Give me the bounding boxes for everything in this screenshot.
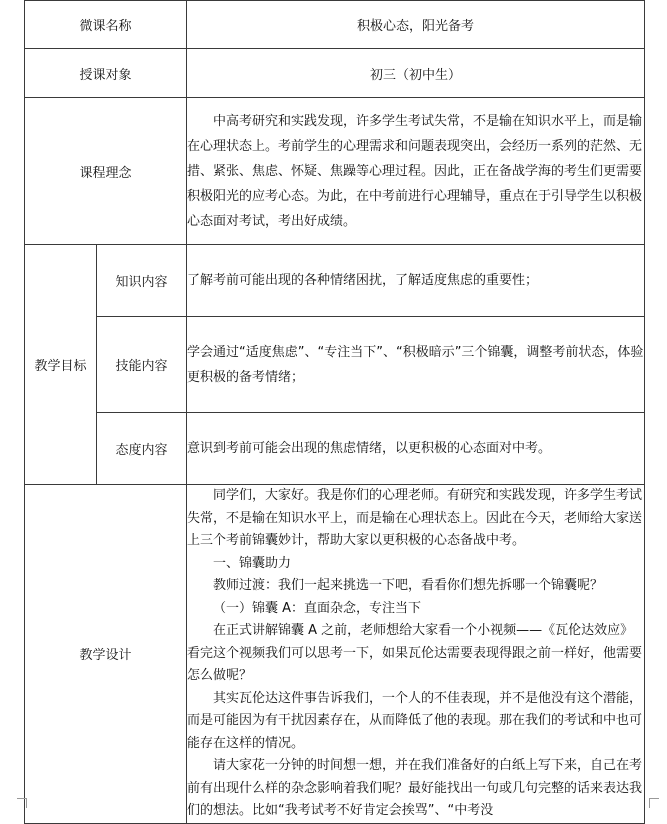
audience-value: 初三（初中生）	[187, 49, 645, 98]
row-audience	[25, 49, 645, 98]
design-paragraph: 请大家花一分钟的时间想一想，并在我们准备好的白纸上写下来，自己在考前有出现什么样的杂念影响着我们呢？最好能找出一句或几句完整的话来表达我们的想法。比如“我考试考不好肯定会挨骂”、“中考没	[187, 758, 643, 818]
audience-label: 授课对象	[25, 49, 187, 98]
lesson-plan-table	[24, 0, 645, 824]
design-paragraph: 其实瓦伦达这件事告诉我们，一个人的不佳表现，并不是他没有这个潜能，而是可能因为有干扰因素存在，从而降低了他的表现。那在我们的考试和中也可能存在这样的情况。	[187, 690, 643, 751]
design-content	[187, 485, 645, 824]
knowledge-label: 知识内容	[97, 245, 187, 317]
page-corner-mark-left	[17, 798, 27, 808]
design-paragraph: 教师过渡：我们一起来挑选一下吧，看看你们想先拆哪一个锦囊呢？	[213, 578, 604, 593]
design-subheading: （一）锦囊 A：直面杂念，专注当下	[213, 600, 422, 616]
attitude-text: 意识到考前可能会出现的焦虑情绪，以更积极的心态面对中考。	[187, 413, 645, 485]
goals-label: 教学目标	[25, 245, 97, 485]
knowledge-text: 了解考前可能出现的各种情绪困扰，了解适度焦虑的重要性；	[187, 245, 645, 317]
course-name-label: 微课名称	[25, 1, 187, 49]
attitude-label: 态度内容	[97, 413, 187, 485]
design-label: 教学设计	[25, 485, 187, 824]
page-corner-mark-right	[649, 798, 659, 808]
philosophy-text: 中高考研究和实践发现，许多学生考试失常，不是输在知识水平上，而是输在心理状态上。考前学生的心理需求和问题表现突出，会经历一系列的茫然、无措、紧张、焦虑、怀疑、焦躁等心理过程。因此，正在备战学海的考生们更需要积极阳光的应考心态。为此，在中考前进行心理辅导，重点在于引导学生以积极心态面对考试，考出好成绩。	[187, 98, 645, 245]
skills-label: 技能内容	[97, 317, 187, 413]
row-goal-attitude	[25, 413, 645, 485]
skills-text: 学会通过“适度焦虑”、“专注当下”、“积极暗示”三个锦囊，调整考前状态，体验更积极的备考情绪；	[187, 317, 645, 413]
row-philosophy	[25, 98, 645, 245]
row-course-name	[25, 1, 645, 49]
row-design	[25, 485, 645, 824]
design-paragraph: 在正式讲解锦囊 A 之前，老师想给大家看一个小视频——《瓦伦达效应》看完这个视频我们可以思考一下，如果瓦伦达需要表现得跟之前一样好，他需要怎么做呢？	[187, 623, 643, 683]
row-goal-skills	[25, 317, 645, 413]
design-heading: 一、锦囊助力	[213, 555, 292, 571]
design-paragraph: 同学们，大家好。我是你们的心理老师。有研究和实践发现，许多学生考试失常，不是输在知识水平上，而是输在心理状态上。因此在今天，老师给大家送上三个考前锦囊妙计，帮助大家以更积极的心态备战中考。	[187, 488, 643, 548]
philosophy-label: 课程理念	[25, 98, 187, 245]
row-goal-knowledge	[25, 245, 645, 317]
course-name-value: 积极心态，阳光备考	[187, 1, 645, 49]
